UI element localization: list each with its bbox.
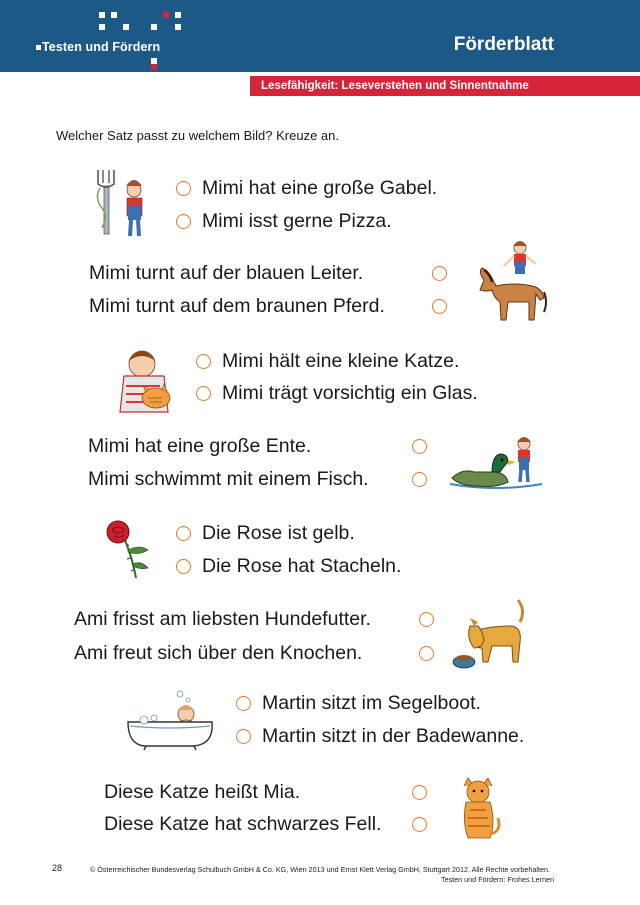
- task-option-text: Ami freut sich über den Knochen.: [74, 642, 363, 664]
- task-option-text: Diese Katze heißt Mia.: [104, 781, 301, 803]
- answer-checkbox[interactable]: [412, 472, 427, 487]
- logo-square: [123, 24, 129, 30]
- answer-checkbox[interactable]: [412, 785, 427, 800]
- girl-with-duck-picture: [448, 432, 544, 492]
- brand-bullet-icon: [36, 45, 41, 50]
- topic-banner: Lesefähigkeit: Leseverstehen und Sinnentnahme: [250, 76, 640, 96]
- task-option-text: Mimi schwimmt mit einem Fisch.: [88, 468, 369, 490]
- boy-in-bathtub-picture: [124, 688, 216, 752]
- task-option-text: Mimi turnt auf der blauen Leiter.: [89, 262, 364, 284]
- page-number: 28: [52, 863, 63, 873]
- logo-square: [99, 12, 105, 18]
- answer-checkbox[interactable]: [236, 729, 251, 744]
- task-option-text: Mimi hält eine kleine Katze.: [222, 350, 460, 372]
- answer-checkbox[interactable]: [412, 439, 427, 454]
- logo-square: [175, 24, 181, 30]
- task-option-text: Mimi trägt vorsichtig ein Glas.: [222, 382, 478, 404]
- task-option-text: Mimi isst gerne Pizza.: [202, 210, 392, 232]
- copyright-notice: © Österreichischer Bundesverlag Schulbuch GmbH & Co. KG, Wien 2013 und Ernst Klett Verlag GmbH, Stuttgart 2012. Alle Rechte vorbehalten.: [90, 865, 550, 874]
- answer-checkbox[interactable]: [419, 612, 434, 627]
- logo-square: [99, 24, 105, 30]
- task-option-text: Die Rose hat Stacheln.: [202, 555, 402, 577]
- answer-checkbox[interactable]: [412, 817, 427, 832]
- brand-name: Testen und Fördern: [42, 40, 161, 54]
- answer-checkbox[interactable]: [176, 214, 191, 229]
- task-option-text: Martin sitzt in der Badewanne.: [262, 725, 525, 747]
- orange-cat-picture: [456, 778, 504, 842]
- answer-checkbox[interactable]: [236, 696, 251, 711]
- instruction-text: Welcher Satz passt zu welchem Bild? Kreuze an.: [56, 128, 340, 143]
- answer-checkbox[interactable]: [176, 181, 191, 196]
- task-option-text: Mimi turnt auf dem braunen Pferd.: [89, 295, 385, 317]
- page-title: Förderblatt: [453, 34, 554, 55]
- task-option-text: Die Rose ist gelb.: [202, 522, 355, 544]
- page-header: [0, 0, 640, 72]
- girl-holding-cat-picture: [110, 342, 180, 416]
- answer-checkbox[interactable]: [176, 559, 191, 574]
- answer-checkbox[interactable]: [196, 386, 211, 401]
- answer-checkbox[interactable]: [176, 526, 191, 541]
- task-option-text: Ami frisst am liebsten Hundefutter.: [74, 608, 371, 630]
- girl-with-fork-picture: [96, 168, 156, 243]
- logo-square: [163, 12, 169, 18]
- task-option-text: Mimi hat eine große Ente.: [88, 435, 312, 457]
- red-rose-picture: [96, 516, 160, 580]
- answer-checkbox[interactable]: [196, 354, 211, 369]
- logo-square: [151, 64, 157, 70]
- task-option-text: Diese Katze hat schwarzes Fell.: [104, 813, 382, 835]
- answer-checkbox[interactable]: [432, 299, 447, 314]
- task-option-text: Martin sitzt im Segelboot.: [262, 692, 481, 714]
- logo-square: [175, 12, 181, 18]
- dog-with-bowl-picture: [452, 596, 534, 672]
- task-option-text: Mimi hat eine große Gabel.: [202, 177, 438, 199]
- logo-square: [111, 12, 117, 18]
- logo-square: [151, 24, 157, 30]
- girl-on-horse-picture: [474, 240, 548, 326]
- answer-checkbox[interactable]: [419, 646, 434, 661]
- series-name: Testen und Fördern: Frohes Lernen: [441, 875, 555, 884]
- answer-checkbox[interactable]: [432, 266, 447, 281]
